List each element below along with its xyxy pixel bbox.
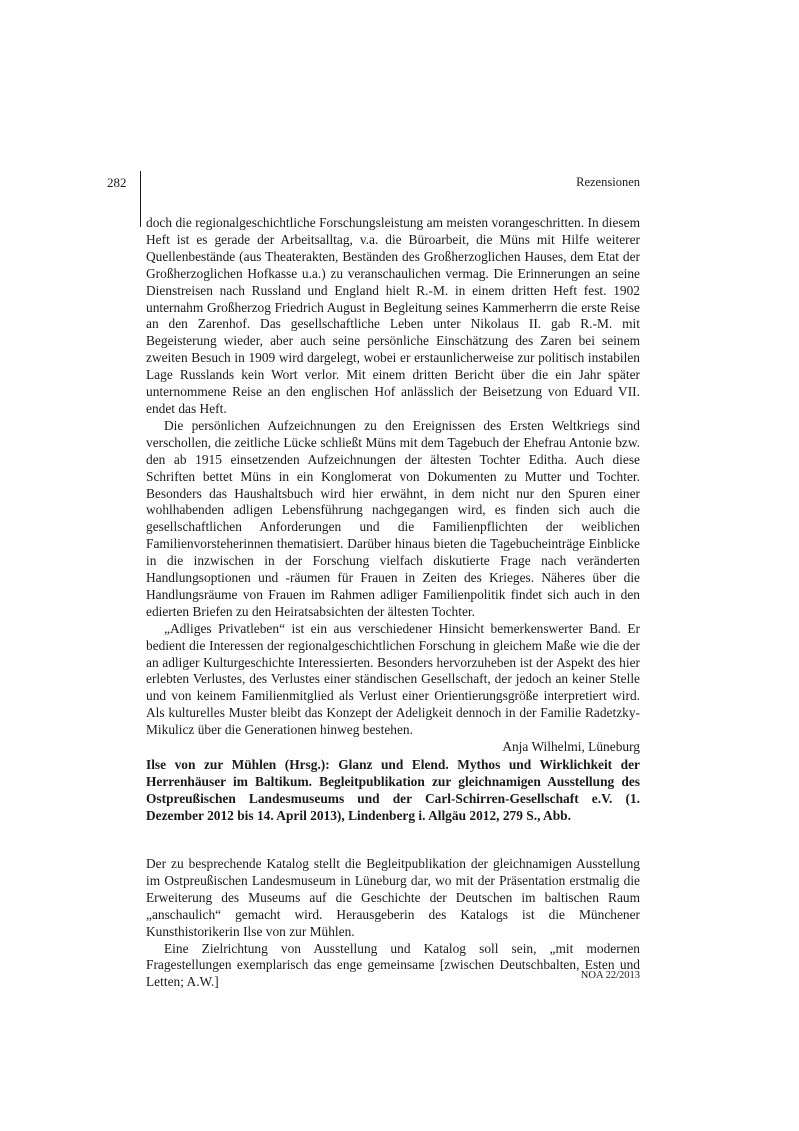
page-content (146, 215, 640, 991)
review-continued (146, 215, 640, 756)
review2-paragraph-2: Eine Zielrichtung von Ausstellung und Katalog soll sein, „mit modernen Fragestellungen exemplarisch das enge gemeinsame [zwischen Deutschbalten, Esten und Letten; A.W.] (146, 940, 640, 990)
review1-paragraph-1: doch die regionalgeschichtliche Forschungsleistung am meisten vorangeschritten. In diesem Heft ist es gerade der Arbeitsalltag, v.a. die Büroarbeit, die Müns mit Hilfe weiterer Quellenbestände (aus Theaterakten, Beständen des Großherzoglichen Hauses, dem Etat der Großherzoglichen Hofkasse u.a.) zu veranschaulichen vermag. Die Erinnerungen an seine Dienstreisen nach Russland und England hielt R.-M. in einem dritten Heft fest. 1902 unternahm Großherzog Friedrich August in Begleitung seines Kammerherrn die erste Reise an den Zarenhof. Das gesellschaftliche Leben unter Nikolaus II. gab R.-M. mit Begeisterung wieder, aber auch seine persönliche Einschätzung des Zaren bei seinem zweiten Besuch in 1909 wird dargelegt, wobei er erstaunlicherweise zur politisch instabilen Lage Russlands kein Wort verlor. Mit einem dritten Bericht über die ein Jahr später unternommene Reise an den englischen Hof anlässlich der Beisetzung von Eduard VII. endet das Heft. (146, 215, 640, 416)
journal-footer: NOA 22/2013 (580, 970, 640, 981)
review1-signature: Anja Wilhelmi, Lüneburg (502, 739, 640, 755)
running-head: Rezensionen (576, 175, 640, 189)
header-rule (140, 171, 141, 227)
review2-title: Ilse von zur Mühlen (Hrsg.): Glanz und Elend. Mythos und Wirklichkeit der Herrenhäuser im Baltikum. Begleitpublikation zur gleichnamigen Ausstellung des Ostpreußischen Landesmuseums und der Carl-Schirren-Gesellschaft e.V. (1. Dezember 2012 bis 14. April 2013), Lindenberg i. Allgäu 2012, 279 S., Abb. (146, 757, 640, 823)
review2-body (146, 856, 640, 991)
review-new (146, 756, 640, 991)
review1-paragraph-2: Die persönlichen Aufzeichnungen zu den Ereignissen des Ersten Weltkriegs sind verschollen, die zeitliche Lücke schließt Müns mit dem Tagebuch der Ehefrau Antonie bzw. den ab 1915 einsetzenden Aufzeichnungen der ältesten Tochter Editha. Auch diese Schriften bettet Müns in ein Konglomerat von Dokumenten zu Mutter und Tochter. Besonders das Haushaltsbuch wird hier erwähnt, in dem nicht nur den Spuren einer wohlhabenden adligen Lebensführung nachgegangen wird, es finden sich auch die gesellschaftlichen Anforderungen und die Familienpflichten der weiblichen Familienvorsteherinnen thematisiert. Darüber hinaus bieten die Tagebucheinträge Einblicke in die inzwischen in der Forschung vielfach diskutierte Frage nach veränderten Handlungsoptionen und -räumen für Frauen in Zeiten des Krieges. Näheres über die Handlungsräume von Frauen im Rahmen adliger Familienpolitik findet sich auch in den edierten Briefen zu den Heiratsabsichten der ältesten Tochter. (146, 417, 640, 619)
page-number: 282 (107, 175, 127, 190)
review2-paragraph-1: Der zu besprechende Katalog stellt die Begleitpublikation der gleichnamigen Ausstellung im Ostpreußischen Landesmuseum in Lüneburg dar, wo mit der Präsentation erstmalig die Erweiterung des Museums auf die Geschichte der Deutschen im baltischen Raum „anschaulich“ gemacht wird. Herausgeberin des Katalogs ist die Münchener Kunsthistorikerin Ilse von zur Mühlen. (146, 856, 640, 939)
review1-paragraph-3: „Adliges Privatleben“ ist ein aus verschiedener Hinsicht bemerkenswerter Band. Er bedient die Interessen der regionalgeschichtlichen Forschung in gleichem Maße wie die der an adliger Kulturgeschichte Interessierten. Besonders hervorzuheben ist der Aspekt des hier erlebten Verlustes, des Verlustes einer ständischen Gesellschaft, der jedoch an keiner Stelle und von keinem Familienmitglied als Verlust einer Orientierungsgröße interpretiert wird. Als kulturelles Muster bleibt das Konzept der Adeligkeit dennoch in der Familie Radetzky-Mikulicz über die Generationen hinweg bestehen. (146, 620, 640, 738)
